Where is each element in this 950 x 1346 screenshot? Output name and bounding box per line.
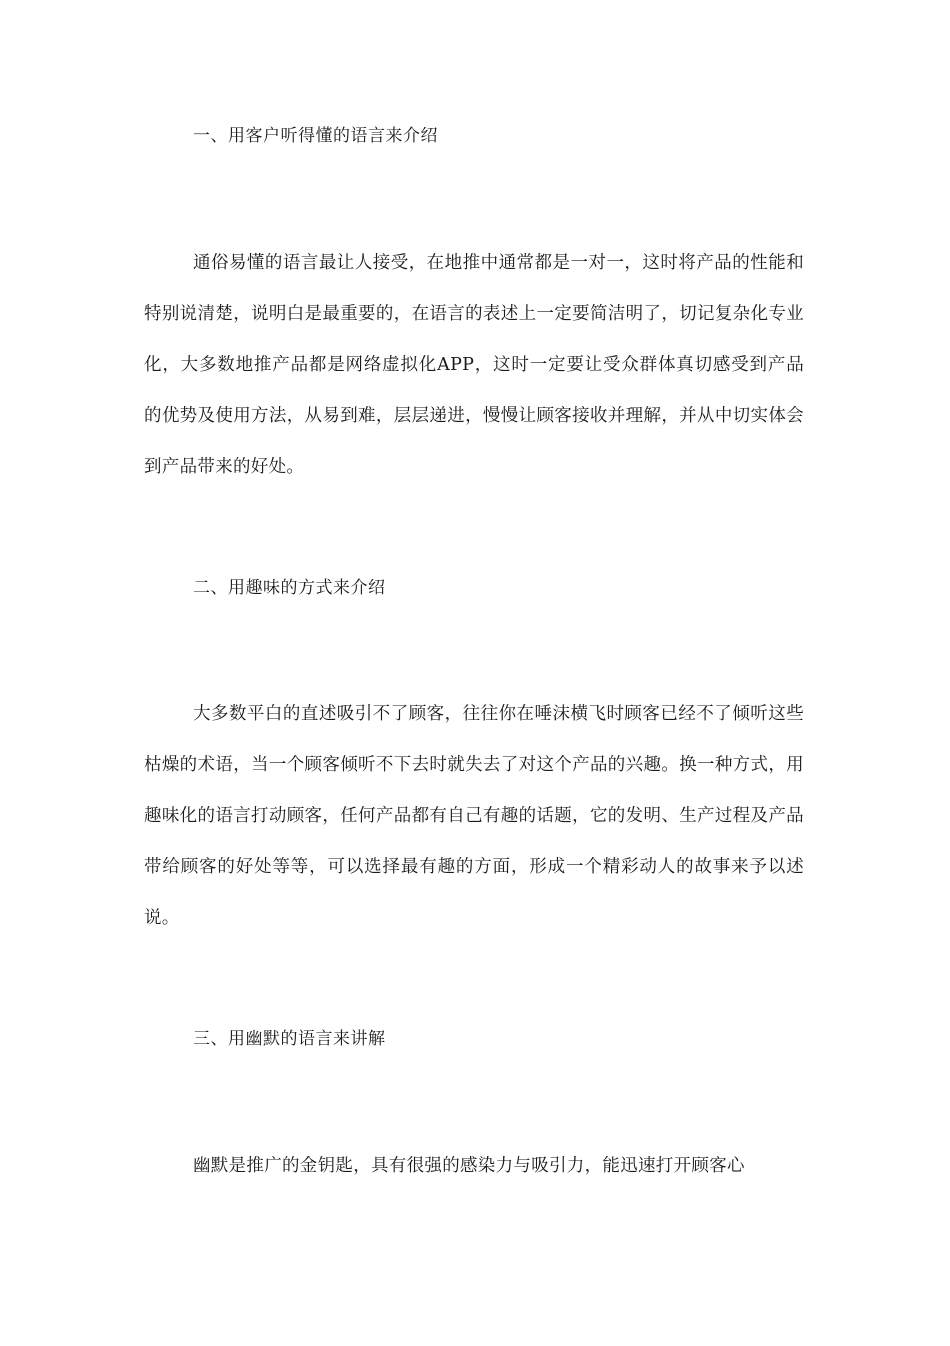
section-3-paragraph: 幽默是推广的金钥匙，具有很强的感染力与吸引力，能迅速打开顾客心 xyxy=(193,1156,745,1176)
section-2-paragraph: 大多数平白的直述吸引不了顾客，往往你在唾沫横飞时顾客已经不了倾听这些枯燥的术语，当一个顾客倾听不下去时就失去了对这个产品的兴趣。换一种方式，用趣味化的语言打动顾客，任何产品都有自己有趣的话题，它的发明、生产过程及产品带给顾客的好处等等，可以选择最有趣的方面，形成一个精彩动人的故事来予以述说。 xyxy=(144,704,804,928)
section-2-heading: 二、用趣味的方式来介绍 xyxy=(193,578,386,598)
section-1-heading: 一、用客户听得懂的语言来介绍 xyxy=(193,126,438,146)
section-1-paragraph: 通俗易懂的语言最让人接受，在地推中通常都是一对一，这时将产品的性能和特别说清楚，说明白是最重要的，在语言的表述上一定要简洁明了，切记复杂化专业化，大多数地推产品都是网络虚拟化APP，这时一定要让受众群体真切感受到产品的优势及使用方法，从易到难，层层递进，慢慢让顾客接收并理解，并从中切实体会到产品带来的好处。 xyxy=(144,253,804,477)
section-3-heading: 三、用幽默的语言来讲解 xyxy=(193,1029,386,1049)
